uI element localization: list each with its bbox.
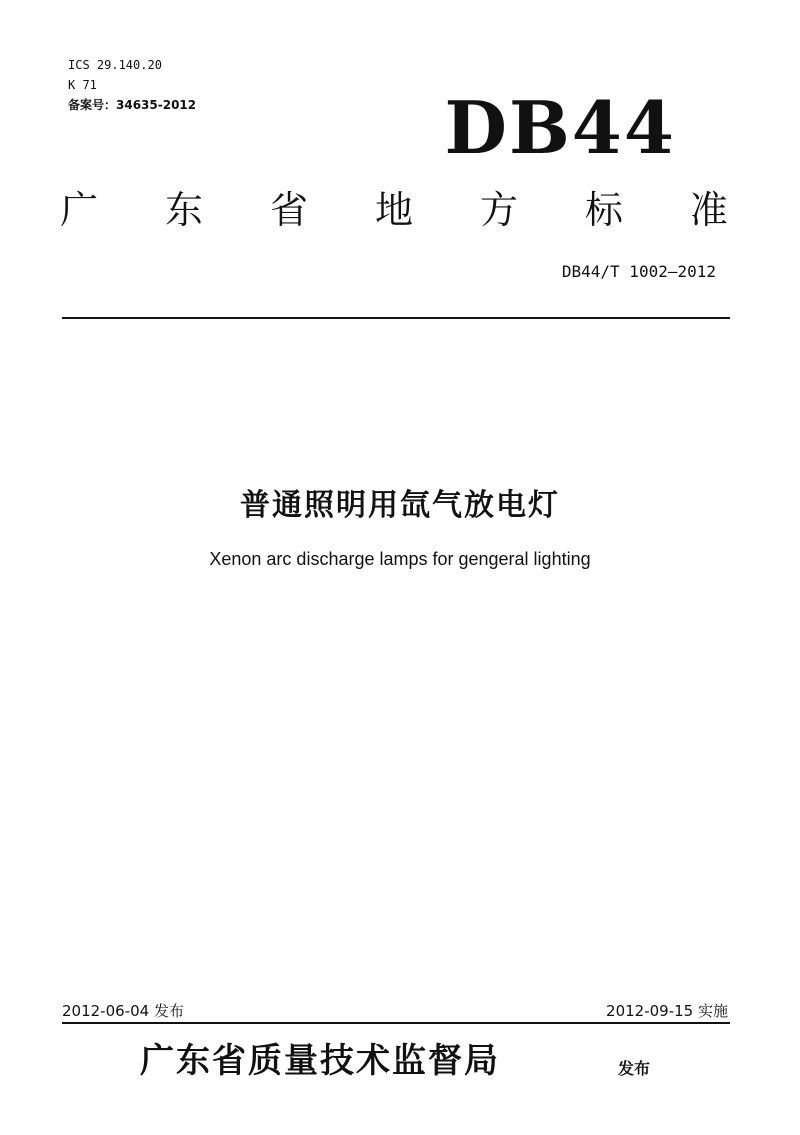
standard-type-char: 省 [269, 188, 308, 232]
classification-code: K 71 [68, 78, 97, 92]
issue-date: 2012-06-04 发布 [62, 1002, 184, 1020]
top-divider [62, 317, 730, 319]
standard-type-char: 广 [60, 188, 99, 232]
standard-type-title [60, 180, 728, 240]
implementation-date: 2012-09-15 实施 [606, 1002, 728, 1020]
issuer-action-label: 发布 [618, 1059, 651, 1078]
db44-logo: DB44 [444, 85, 676, 170]
issuing-authority: 广东省质量技术监督局 [140, 1041, 500, 1081]
standard-type-char: 地 [374, 188, 413, 232]
standard-type-char: 方 [479, 188, 518, 232]
record-number: 备案号：34635-2012 [68, 98, 197, 112]
standard-type-char: 标 [584, 188, 623, 232]
document-title-chinese: 普通照明用氙气放电灯 [240, 488, 560, 523]
standard-type-char: 东 [164, 188, 203, 232]
document-title-english: Xenon arc discharge lamps for gengeral lighting [209, 549, 591, 569]
bottom-divider [62, 1022, 730, 1024]
ics-code: ICS 29.140.20 [68, 58, 162, 72]
standard-type-char: 准 [689, 188, 728, 232]
standard-number: DB44/T 1002—2012 [561, 262, 716, 281]
